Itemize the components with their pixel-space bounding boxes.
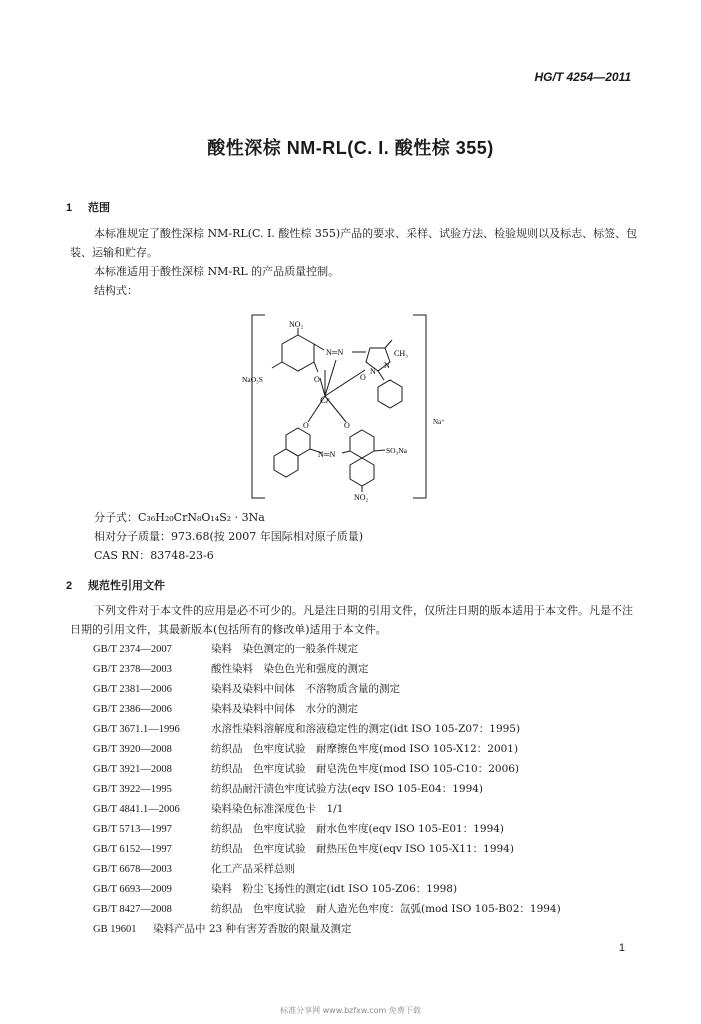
reference-title: 纺织品 色牢度试验 耐摩擦色牢度(mod ISO 105-X12：2001) (211, 743, 519, 755)
reference-title: 纺织品 色牢度试验 耐皂洗色牢度(mod ISO 105-C10：2006) (211, 763, 520, 775)
oxygen-label-2: O (360, 373, 366, 382)
reference-code: GB/T 6693—2009 (93, 884, 172, 895)
sulfonate-label-left: NaO₃S (242, 375, 263, 384)
cas-number: CAS RN：83748-23-6 (94, 549, 214, 562)
azo-label-top: N═N (326, 348, 344, 357)
oxygen-label-1: O (314, 375, 320, 384)
left-naphthalene-ring-b (274, 449, 298, 477)
oxygen-label-4: O (344, 421, 350, 430)
nitrogen-label-1: N (370, 367, 376, 376)
reference-title: 化工产品采样总则 (211, 863, 295, 875)
right-naphthalene-ring-a (350, 430, 374, 458)
reference-item (93, 859, 653, 879)
reference-code: GB/T 5713—1997 (93, 824, 172, 835)
reference-title: 水溶性染料溶解度和溶液稳定性的测定(idt ISO 105-Z07：1995) (211, 723, 521, 735)
reference-code: GB/T 3671.1—1996 (93, 724, 180, 735)
reference-item (93, 919, 653, 939)
chromium-label: Cr (320, 395, 330, 405)
structural-formula (240, 310, 460, 505)
document-title: 酸性深棕 NM-RL(C. I. 酸性棕 355) (207, 138, 494, 158)
reference-title: 染料 粉尘飞扬性的测定(idt ISO 105-Z06：1998) (211, 883, 458, 895)
reference-code: GB/T 2386—2006 (93, 704, 172, 715)
methyl-label: CH₃ (394, 349, 408, 358)
reference-title: 染料及染料中间体 不溶物质含量的测定 (211, 683, 400, 695)
molecular-mass: 相对分子质量：973.68(按 2007 年国际相对原子质量) (94, 530, 364, 543)
section-1-title: 范围 (88, 202, 110, 214)
reference-title: 染料产品中 23 种有害芳香胺的限量及测定 (153, 923, 352, 935)
reference-title: 纺织品 色牢度试验 耐人造光色牢度：氙弧(mod ISO 105-B02：1994) (211, 903, 561, 915)
sulfonate-label-right: SO₃Na (386, 446, 407, 455)
reference-code: GB/T 4841.1—2006 (93, 804, 180, 815)
reference-code: GB/T 3921—2008 (93, 764, 172, 775)
nitro-label-bottom: NO₂ (354, 493, 369, 502)
reference-title: 纺织品耐汗渍色牢度试验方法(eqv ISO 105-E04：1994) (211, 783, 484, 795)
nitrogen-label-2: N (384, 361, 390, 370)
molecular-formula: 分子式：C₃₆H₂₀CrN₈O₁₄S₂ · 3Na (94, 511, 265, 524)
scope-paragraph-2: 本标准适用于酸性深棕 NM-RL 的产品质量控制。 (94, 265, 340, 278)
right-bracket (413, 315, 426, 498)
oxygen-label-3: O (303, 421, 309, 430)
reference-item (93, 759, 653, 779)
page-number: 1 (618, 942, 625, 954)
right-naphthalene-ring-b (350, 458, 374, 486)
reference-code: GB/T 3920—2008 (93, 744, 172, 755)
reference-item (93, 779, 653, 799)
reference-item (93, 879, 653, 899)
reference-title: 染料及染料中间体 水分的测定 (211, 703, 358, 715)
azo-label-bottom: N═N (318, 450, 336, 459)
left-bracket (252, 315, 265, 498)
nitro-label-top: NO₂ (289, 320, 304, 329)
reference-item (93, 839, 653, 859)
reference-item (93, 819, 653, 839)
reference-list (93, 639, 653, 939)
left-naphthalene-ring-a (286, 428, 310, 456)
section-2-heading (66, 577, 165, 593)
structure-label: 结构式： (94, 284, 138, 297)
reference-item (93, 739, 653, 759)
reference-title: 纺织品 色牢度试验 耐水色牢度(eqv ISO 105-E01：1994) (211, 823, 505, 835)
standard-code: HG/T 4254—2011 (534, 70, 631, 84)
reference-title: 染料染色标准深度色卡 1/1 (211, 803, 344, 815)
reference-title: 染料 染色测定的一般条件规定 (211, 643, 358, 655)
reference-item (93, 679, 653, 699)
section-2-title: 规范性引用文件 (88, 580, 165, 592)
section-1-heading (66, 199, 110, 215)
reference-code: GB/T 2381—2006 (93, 684, 172, 695)
reference-code: GB/T 6152—1997 (93, 844, 172, 855)
reference-code: GB/T 3922—1995 (93, 784, 172, 795)
reference-item (93, 899, 653, 919)
references-intro: 下列文件对于本文件的应用是必不可少的。凡是注日期的引用文件，仅所注日期的版本适用于本文件。凡是不注日期的引用文件，其最新版本(包括所有的修改单)适用于本文件。 (70, 604, 633, 636)
reference-code: GB/T 6678—2003 (93, 864, 172, 875)
reference-item (93, 639, 653, 659)
section-1-number: 1 (66, 202, 73, 214)
sodium-counterion-label: Na⁺ (433, 418, 445, 426)
reference-code: GB/T 2378—2003 (93, 664, 172, 675)
reference-item (93, 699, 653, 719)
reference-code: GB/T 8427—2008 (93, 904, 172, 915)
reference-item (93, 799, 653, 819)
scope-paragraph-1: 本标准规定了酸性深棕 NM-RL(C. I. 酸性棕 355)产品的要求、采样、试验方法、检验规则以及标志、标签、包装、运输和贮存。 (70, 227, 638, 259)
reference-title: 纺织品 色牢度试验 耐热压色牢度(eqv ISO 105-X11：1994) (211, 843, 514, 855)
footer-watermark: 标准分享网 www.bzfxw.com 免费下载 (280, 1006, 421, 1015)
top-left-benzene-ring (282, 335, 314, 371)
section-2-number: 2 (66, 580, 73, 592)
reference-code: GB 19601 (93, 924, 137, 935)
reference-title: 酸性染料 染色色光和强度的测定 (211, 663, 369, 675)
reference-code: GB/T 2374—2007 (93, 644, 172, 655)
phenyl-ring (378, 380, 402, 408)
reference-item (93, 659, 653, 679)
reference-item (93, 719, 653, 739)
